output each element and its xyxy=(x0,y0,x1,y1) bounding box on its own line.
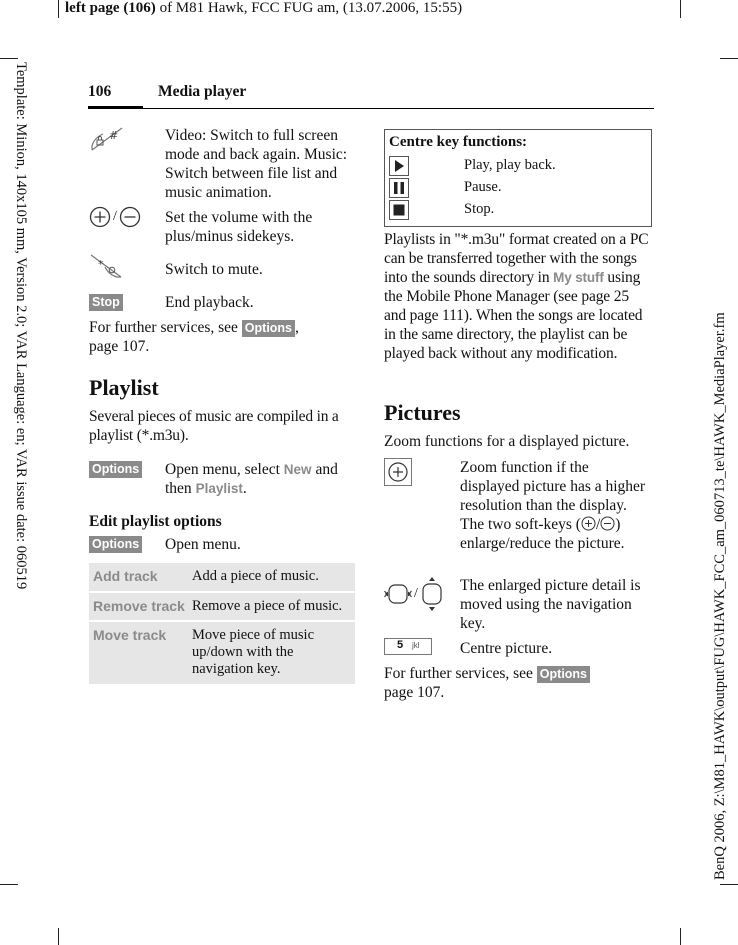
menu-new: New xyxy=(283,462,312,477)
option-desc: Add a piece of music. xyxy=(192,568,319,584)
running-header-info: of M81 Hawk, FCC FUG am, (13.07.2006, 15:55) xyxy=(155,0,463,16)
centre-key-box xyxy=(384,129,652,227)
zoom-description xyxy=(460,458,650,553)
centre-key-title: Centre key functions: xyxy=(389,134,528,150)
options-softkey xyxy=(89,460,142,478)
stop-description: End playback. xyxy=(165,294,254,311)
option-name: Move track xyxy=(93,627,167,643)
option-row-move-track xyxy=(89,622,355,684)
further-page-ref: page 107. xyxy=(384,684,445,701)
open-menu-period: . xyxy=(242,480,247,497)
star-key-icon xyxy=(89,253,123,279)
svg-text:*: * xyxy=(98,258,104,271)
further-services xyxy=(89,318,355,356)
page-number: 106 xyxy=(88,83,112,100)
menu-playlist: Playlist xyxy=(195,481,243,496)
pause-icon xyxy=(389,178,409,198)
play-icon xyxy=(389,156,409,176)
slash: / xyxy=(414,586,418,601)
plus-key-icon xyxy=(581,516,596,531)
options-softkey: Options xyxy=(242,320,295,337)
stop-softkey xyxy=(89,293,123,311)
nav-left-right-icon xyxy=(384,577,412,611)
playlists-text-2: using the Mobile Phone Manager (see page 25 and page 111). When the songs are located in the same directory, the playlist can be played back without any modification. xyxy=(384,269,643,362)
navigation-keys xyxy=(384,576,444,612)
stop-softkey-label: Stop xyxy=(89,294,123,311)
plus-key-icon xyxy=(89,206,111,228)
crop-mark xyxy=(680,0,681,18)
crop-mark xyxy=(58,0,59,18)
hash-key-icon xyxy=(89,126,123,152)
stop-icon xyxy=(389,200,409,220)
mute-description: Switch to mute. xyxy=(165,261,263,278)
navigation-description: The enlarged picture detail is moved using the navigation key. xyxy=(460,577,641,632)
option-row-remove-track xyxy=(89,593,355,620)
crop-mark xyxy=(680,928,681,945)
crop-mark xyxy=(0,884,18,885)
five-key-label: 5 xyxy=(397,639,404,651)
options-softkey-label: Options xyxy=(89,536,142,553)
running-header xyxy=(65,0,462,17)
open-menu-text: Open menu, select xyxy=(165,461,284,478)
header-rule-thick xyxy=(88,106,143,108)
crop-mark xyxy=(58,928,59,945)
open-menu-text-2: and then xyxy=(165,461,338,497)
options-softkey: Options xyxy=(537,666,590,683)
playlist-heading: Playlist xyxy=(89,375,159,400)
zoom-text-2: ) enlarge/reduce the picture. xyxy=(460,516,625,552)
further-suffix: , xyxy=(295,319,299,336)
volume-description: Set the volume with the plus/minus sidekeys. xyxy=(165,209,313,245)
hash-key-description: Video: Switch to full screen mode and back again. Music: Switch between file list and music animation. xyxy=(165,127,348,201)
further-page-ref: page 107. xyxy=(89,338,150,355)
option-name: Remove track xyxy=(93,598,185,614)
crop-mark xyxy=(720,58,738,59)
play-description: Play, play back. xyxy=(464,157,556,173)
minus-key-icon xyxy=(600,516,615,531)
five-key-sublabel: jkl xyxy=(412,641,420,650)
section-title: Media player xyxy=(158,83,247,100)
further-prefix: For further services, see xyxy=(89,319,242,336)
pictures-heading: Pictures xyxy=(384,400,461,425)
centre-picture-description: Centre picture. xyxy=(460,640,553,657)
nav-up-down-icon xyxy=(420,576,444,612)
menu-my-stuff: My stuff xyxy=(553,270,604,285)
pictures-further-services xyxy=(384,664,650,702)
pictures-intro: Zoom functions for a displayed picture. xyxy=(384,433,630,450)
side-file-path: BenQ 2006, Z:\M81_HAWK\output\FUG\HAWK_FCC_am_060713_te\HAWK_MediaPlayer.fm xyxy=(712,312,728,880)
minus-key-icon xyxy=(119,206,141,228)
options-softkey xyxy=(89,535,142,553)
svg-text:#: # xyxy=(109,129,119,142)
options-softkey-label: Options xyxy=(89,461,142,478)
plus-minus-keys xyxy=(89,205,141,229)
zoom-text: Zoom function if the displayed picture has a higher resolution than the display. The two soft-keys ( xyxy=(460,459,646,533)
crop-mark xyxy=(0,58,18,59)
side-template-info: Template: Minion, 140x105 mm, Version 2.0; VAR Language: en; VAR issue date: 060519 xyxy=(13,62,29,590)
pause-description: Pause. xyxy=(464,179,502,195)
option-desc: Move piece of music up/down with the navigation key. xyxy=(192,627,315,677)
further-prefix: For further services, see xyxy=(384,665,537,682)
running-header-label: left page (106) xyxy=(65,0,156,16)
edit-open-menu: Open menu. xyxy=(165,536,241,553)
playlist-intro: Several pieces of music are compiled in a playlist (*.m3u). xyxy=(89,408,339,444)
playlists-paragraph xyxy=(384,230,650,363)
crop-mark xyxy=(720,884,738,885)
slash: / xyxy=(113,209,117,224)
option-row-add-track xyxy=(89,563,355,591)
five-key-icon xyxy=(384,638,432,655)
slash: / xyxy=(595,516,601,533)
playlists-text: Playlists in "*.m3u" format created on a PC can be transferred together with the songs into the sounds directory in xyxy=(384,231,649,286)
edit-playlist-heading: Edit playlist options xyxy=(89,513,222,530)
playlist-open-menu xyxy=(165,460,355,498)
option-name: Add track xyxy=(93,568,158,584)
stop-function-description: Stop. xyxy=(464,201,495,217)
header-rule xyxy=(88,108,654,109)
zoom-plus-key-icon xyxy=(384,458,412,486)
option-desc: Remove a piece of music. xyxy=(192,598,343,614)
